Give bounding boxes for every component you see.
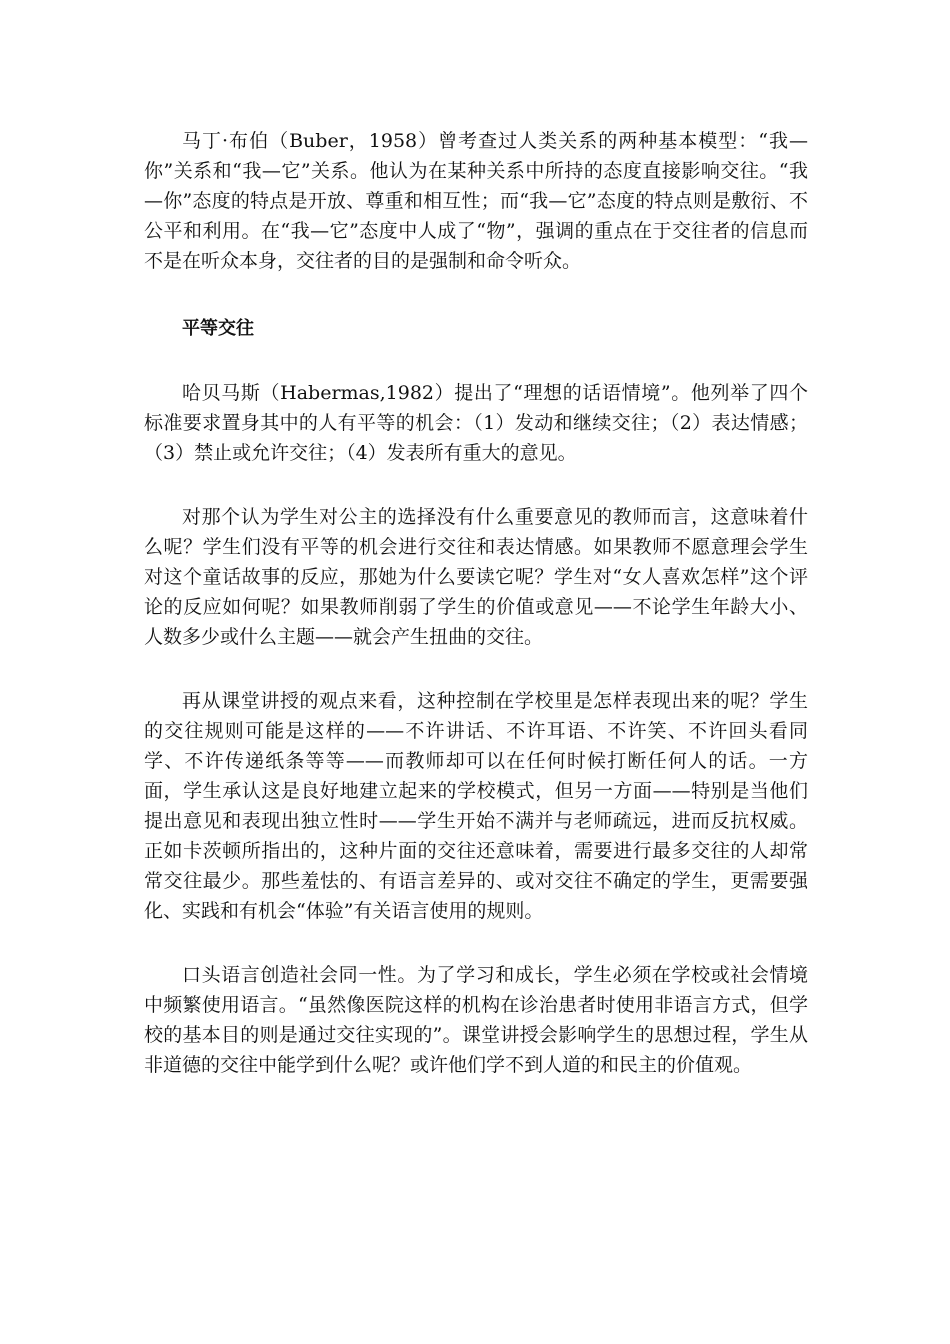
paragraph-buber: 马丁·布伯（Buber，1958）曾考查过人类关系的两种基本模型：“我—你”关系和“我—它”关系。他认为在某种关系中所持的态度直接影响交往。“我—你”态度的特点是开放、尊重和相互性；而“我—它”态度的特点则是敷衍、不公平和利用。在“我—它”态度中人成了“物”，强调的重点在于交往者的信息而不是在听众本身，交往者的目的是强制和命令听众。 (144, 130, 808, 272)
paragraph-classroom: 再从课堂讲授的观点来看，这种控制在学校里是怎样表现出来的呢？学生的交往规则可能是这样的——不许讲话、不许耳语、不许笑、不许回头看同学、不许传递纸条等等——而教师却可以在任何时候打断任何人的话。一方面，学生承认这是良好地建立起来的学校模式，但另一方面——特别是当他们提出意见和表现出独立性时——学生开始不满并与老师疏远，进而反抗权威。正如卡茨顿所指出的，这种片面的交往还意味着，需要进行最多交往的人却常常交往最少。那些羞怯的、有语言差异的、或对交往不确定的学生，更需要强化、实践和有机会“体验”有关语言使用的规则。 (144, 690, 808, 922)
document-body (144, 126, 808, 1080)
paragraph-oral-language: 口头语言创造社会同一性。为了学习和成长，学生必须在学校或社会情境中频繁使用语言。“虽然像医院这样的机构在诊治患者时使用非语言方式，但学校的基本目的则是通过交往实现的”。课堂讲授会影响学生的思想过程，学生从非道德的交往中能学到什么呢？或许他们学不到人道的和民主的价值观。 (144, 964, 808, 1076)
section-heading: 平等交往 (182, 318, 254, 339)
paragraph-habermas: 哈贝马斯（Habermas,1982）提出了“理想的话语情境”。他列举了四个标准要求置身其中的人有平等的机会：（1）发动和继续交往；（2）表达情感；（3）禁止或允许交往；（4）发表所有重大的意见。 (144, 382, 808, 464)
paragraph-teacher: 对那个认为学生对公主的选择没有什么重要意见的教师而言，这意味着什么呢？学生们没有平等的机会进行交往和表达情感。如果教师不愿意理会学生对这个童话故事的反应，那她为什么要读它呢？学生对“女人喜欢怎样”这个评论的反应如何呢？如果教师削弱了学生的价值或意见——不论学生年龄大小、人数多少或什么主题——就会产生扭曲的交往。 (144, 506, 808, 648)
